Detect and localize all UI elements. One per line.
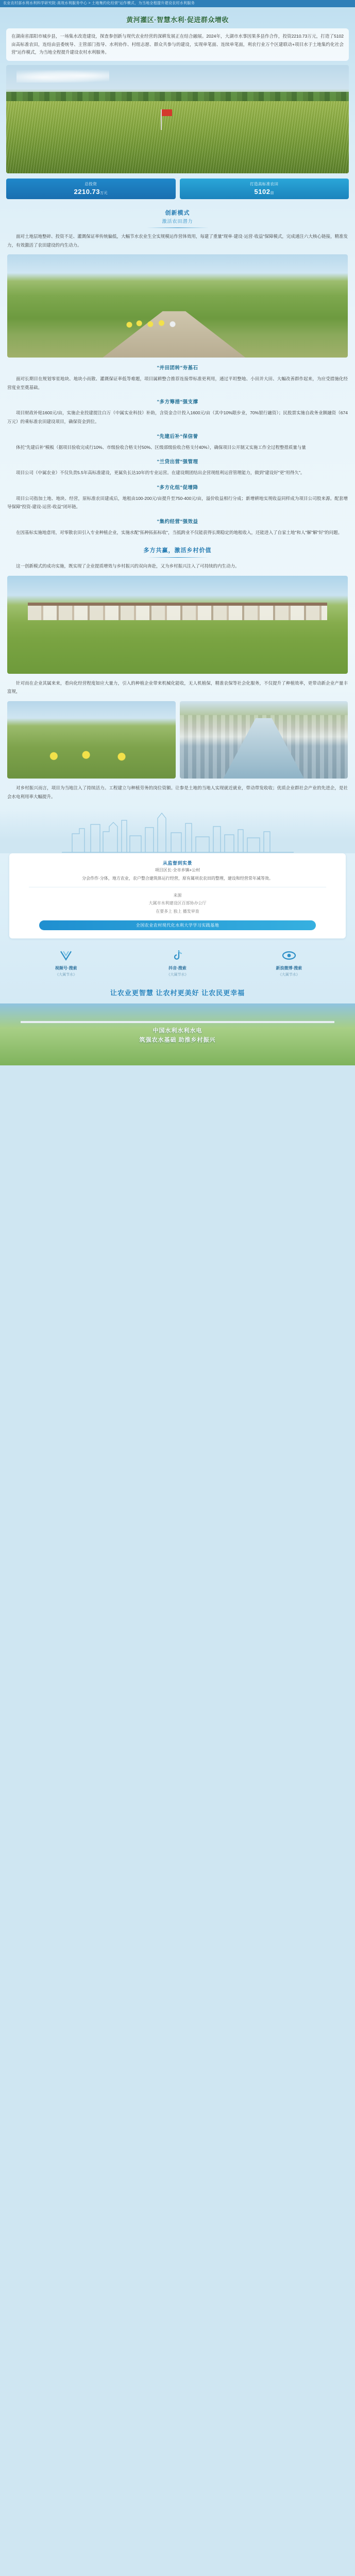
bottom-padding [0,1065,355,1075]
field-photo-canvas [7,254,348,358]
info-card-ribbon: 全国农业农村现代化水利大学学习实践基地 [39,920,316,930]
stat-unit: 万元 [100,191,108,196]
subsection-title-5: "多方化组"促增降 [157,484,198,491]
subsection-paragraph-5: 项目公司指加土地、地块、经营，原标准农田建成后，地租由100-200元/亩提升至750-400元/亩，溢价收益相行分成；新增耕地实规收益同样成为项目公司股来源。配套增导保障"投资-建设-运营-收益"闭环链。 [7,495,348,510]
village-photo-canvas [7,576,348,674]
paragraph: 这一创新模式的成功实施，既实现了企业提质增效与乡村振兴的双向奔赴，又为乡村振兴注入了可持续的内生动力。 [16,563,240,569]
heading-divider [147,557,209,558]
subsection-title-3: "先建后补"保信誉 [157,433,198,440]
photo-irrigation-canal [180,701,348,779]
hero-section [0,7,355,173]
workers-decoration [38,741,145,771]
breadcrumb: 农业农村部水利水利科学研究院·高效水利服务中心 > 土地集约化经营"运作模式，为当地全程提升建设农村水利服务 [0,0,355,7]
photo-inspection-walk [7,254,348,358]
social-item-video[interactable] [11,948,121,977]
irrigation-pivot-decoration [21,1021,334,1023]
footer-line-2: 筑强农水基础 助推乡村振兴 [139,1037,216,1044]
skyline-divider [0,809,355,853]
eye-icon [281,948,297,963]
subsection-title-6: "集约经营"强效益 [157,519,198,525]
subsection-paragraph-6: 在因基标实施地意用，对零散农田引入专业种植企业，实施水配"拓种拓拓标收"，当抵跨业不仅能获得长期稳定的地租收入，还能进入了自家土地"和人"解"解"好"的问题。 [16,529,343,535]
music-icon [170,948,185,963]
info-card-row-1: 项目区长·全市乡镇+公村 [155,868,200,873]
page-title: 黄河灌区·智慧水利·促进群众增收 [126,16,229,24]
cloud-decoration [16,69,109,83]
photo-pair [7,701,348,779]
stat-strip [6,179,349,199]
subsection-paragraph-4: 项目公司（中属农业）不仅负责5.5年高标准建设，更属负长达10年的专业运营。在建设期团结出企营现组利运营管理能力，做到"建设好"更"用得久"。 [16,470,305,476]
stat-value: 2210.73 [74,188,100,196]
footer-text [0,1026,355,1045]
social-label: 抖音·搜索 [168,965,187,970]
social-links-row [0,938,355,982]
section-heading-winwin [0,546,355,558]
subsection-title-2: "多方筹措"强支撑 [157,399,198,406]
stat-total-investment [6,179,176,199]
photo-workers-in-field [7,701,176,779]
flag-icon [161,109,162,130]
section-innovation-body [0,232,355,249]
slogan: 让农业更智慧 让农村更美好 让农民更幸福 [110,989,245,997]
social-item-douyin[interactable] [122,948,232,977]
section-winwin-body-3 [0,784,355,801]
paragraph: 针对而在企业其属来来，看向化经营程度如应大量力，引入的种植企业带来机械化能收，无人机植保，精准农保等社会化服务，不仅提升了种植效率，更带动新企业产量丰富规， [7,680,348,694]
social-sublabel: 《大属节水》 [55,973,77,977]
video-icon [58,948,74,963]
photo-village-farmland [7,576,348,674]
section-winwin-body-2 [0,679,355,696]
stat-label: 总投资 [84,182,97,187]
section-heading-innovation [0,208,355,228]
hero-paragraph: 在湖南省邵阳市城步县，一场集水改造建设，探查参创新与现代农业经营的深耕发展正在结合融展。2024年，大湖市水事因果多县作合作，投资2210.73万元，打造了5102亩高标准农田，连结由县委统导、主管部门指导、水利协作、村组志愿、群众共参与的建设，实现单笔面、连续单笔面，利农行业万个区建联动+项目水于土地集约化社会营"运作模式，为当地全程提升建设农村水利服务。 [6,28,349,61]
social-item-weibo[interactable] [234,948,344,977]
paragraph: 面对土地层地整碎、投资不足、灌溉保证率传统偏低，大幅节水农业生全实规模运作营体效用，每建了重量"现单·建设·运营·收益"保障模式，完成通注六大核心链接，精准发力，有效激活了农田建设的内生动力。 [7,234,348,248]
subsection-paragraph-1: 面对长期目在规划零星地块、地块小而散、灌溉保证率低等难题，项目属耕整合推荐连接带标准更利用，通过平坦整地、小田并大田、大幅改善群作起来，为应受措施化经营度业至奠基础。 [7,376,348,390]
section-winwin-body [0,562,355,571]
subsection-paragraph-2: 项目财政补贴1600元/亩，实施企业投建提注白万（中属实业科技）补助，含资金合计投入1600元/亩（其中10%限步业，70%银行融资）；民股票实施自政务业额融资（674万元）的乘标准农田建设项目，确保资金到位。 [7,410,348,424]
footer-line-1: 中国水利水利水电 [153,1027,202,1034]
section-heading-line2: 激活农田潜力 [162,219,193,224]
houses-decoration [28,603,327,620]
stat-farmland-area [180,179,349,199]
subsection-title-1: "并田团转"夯基石 [157,365,198,371]
hero-photo-rice-field [6,65,349,173]
info-card [9,853,346,938]
rice-paddy-decoration [6,101,349,173]
info-card-title: 从监督到实景 [162,861,192,866]
subsection-paragraph-3: 体托"先建后补"模板（据项目验收完成行10%、市级验收合格支付50%、区级部级验收合格支付40%），确保项目公开制又实施工作全过程整措质量与量 [16,444,306,450]
section-heading-line1: 多方共赢，激活乡村价值 [143,547,212,554]
source-line-1: 大属市水利建设区百部协办公厅 [148,901,207,906]
workers-decoration [123,308,185,336]
source-label: 来源 [173,893,182,898]
social-label: 新浪微博·搜索 [276,965,302,970]
stat-label: 打造高标准农田 [250,182,279,187]
social-label: 视频号·搜索 [55,965,77,970]
social-sublabel: 《大属节水》 [166,973,189,977]
source-line-2: 在要多上 独上 播发审查 [156,909,199,914]
section-details-body [0,364,355,537]
social-sublabel: 《大属节水》 [278,973,300,977]
footer-banner [0,1003,355,1065]
section-heading-line1: 创新模式 [165,210,190,217]
stat-value: 5102 [254,188,271,196]
article-page [0,0,355,1075]
info-card-row-2: 分会作作·分体，地方农业，农户整合建筑体运行经营，原有属项农农田的整理，建设和经营常年减等效。 [82,876,273,881]
skyline-icon [0,809,355,853]
paragraph: 对乡村振兴而言，项目为当地注入了持续活力。工程建立与种植劳务的岗位资额。让参是土地的当地人实现就近就业，带动带发收收；优质企业群社会产业的先进企，是社会水电利用率大幅提升。 [7,785,348,799]
stat-unit: 亩 [270,191,274,196]
subsection-title-4: "兰贷出营"强管理 [157,459,198,465]
